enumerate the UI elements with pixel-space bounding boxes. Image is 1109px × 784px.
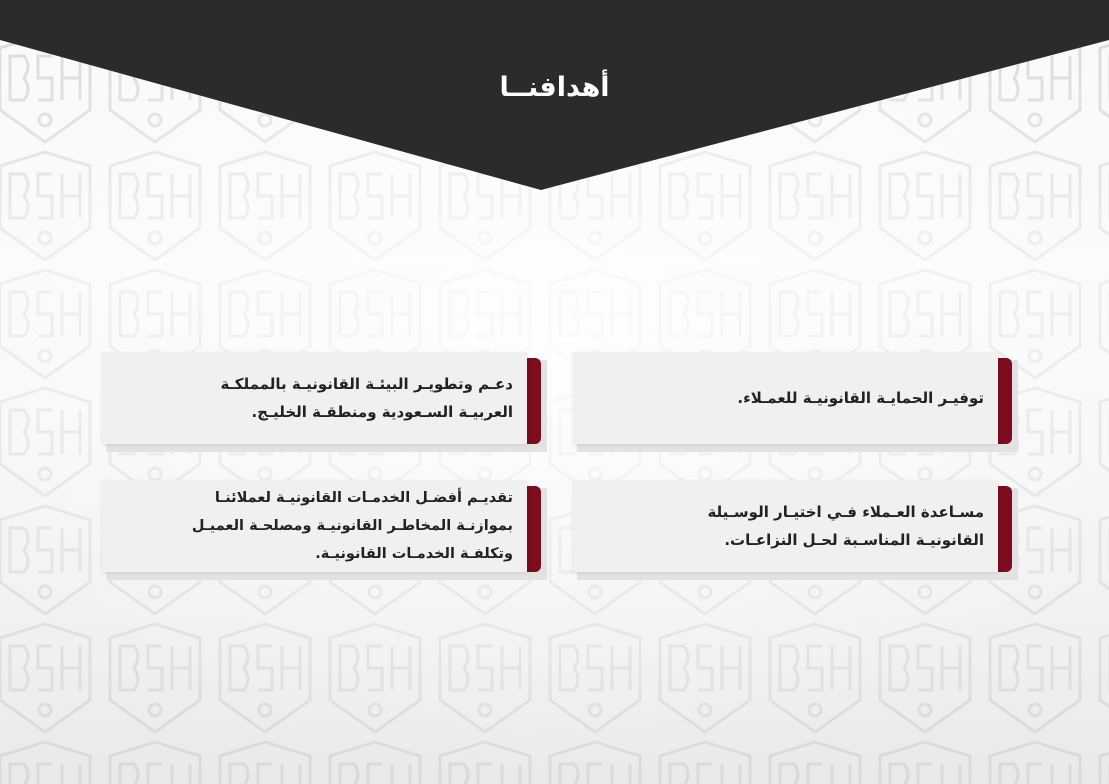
- goal-text: [583, 352, 984, 444]
- goal-text: [583, 480, 984, 572]
- goal-card-legal-environment: [102, 352, 541, 444]
- goal-text: [112, 480, 513, 572]
- goal-text-line: مسـاعدة العـملاء فـي اختيـار الوسـيلة: [707, 503, 984, 521]
- goal-card-dispute-resolution: [573, 480, 1012, 572]
- card-accent-bar: [525, 486, 541, 572]
- goal-text-line: القانونيـة المناسـبة لحـل النزاعـات.: [724, 531, 984, 549]
- card-accent-bar: [996, 486, 1012, 572]
- goal-text-line: دعـم وتطويـر البيئـة القانونيـة بالمملكـة: [220, 375, 513, 393]
- goal-card-best-services: [102, 480, 541, 572]
- goal-text-line: بموازنـة المخاطـر القانونيـة ومصلحـة العميـل: [191, 518, 513, 534]
- goal-text-line: تقديـم أفضـل الخدمـات القانونيـة لعملائنـا: [214, 490, 513, 506]
- goal-text: [112, 352, 513, 444]
- card-accent-bar: [996, 358, 1012, 444]
- goal-text-line: وتكلفـة الخدمـات القانونيـة.: [315, 546, 513, 562]
- card-accent-bar: [525, 358, 541, 444]
- goal-card-client-protection: [573, 352, 1012, 444]
- goal-text-line: العربيـة السـعودية ومنطقـة الخليـج.: [251, 403, 513, 421]
- page-title: أهدافنــا: [499, 72, 610, 103]
- goal-text-line: توفيـر الحمايـة القانونيـة للعمـلاء.: [737, 389, 984, 407]
